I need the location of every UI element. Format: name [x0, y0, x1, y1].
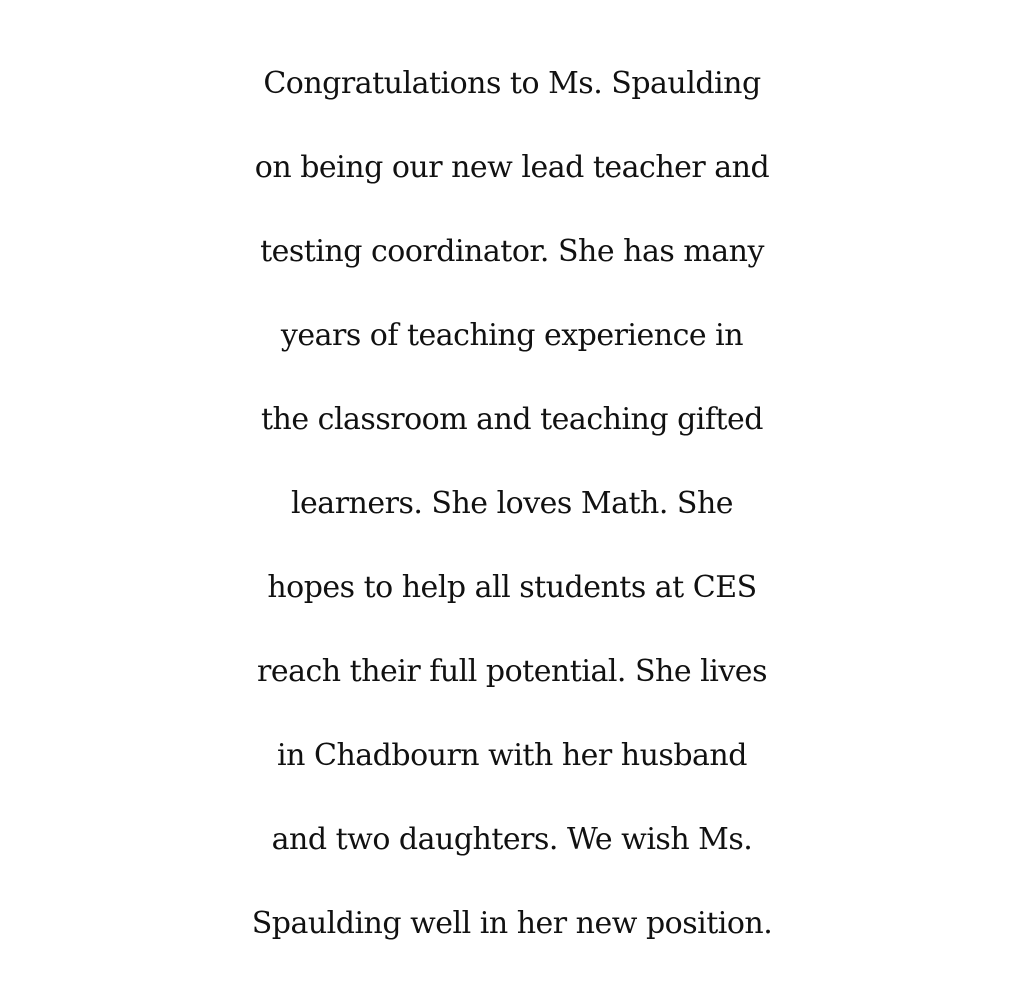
announcement-line: and two daughters. We wish Ms. [271, 822, 753, 857]
announcement-line: Spaulding well in her new position. [251, 906, 773, 941]
announcement-line: in Chadbourn with her husband [277, 738, 747, 773]
announcement-line: Congratulations to Ms. Spaulding [263, 66, 761, 101]
announcement-line: the classroom and teaching gifted [260, 402, 764, 437]
announcement-text [0, 42, 1024, 966]
announcement-line: on being our new lead teacher and [254, 150, 770, 185]
announcement-line: years of teaching experience in [280, 318, 744, 353]
announcement-line: hopes to help all students at CES [267, 570, 757, 605]
announcement-line: reach their full potential. She lives [257, 654, 767, 689]
announcement-line: learners. She loves Math. She [290, 486, 734, 521]
announcement-line: testing coordinator. She has many [260, 234, 764, 269]
